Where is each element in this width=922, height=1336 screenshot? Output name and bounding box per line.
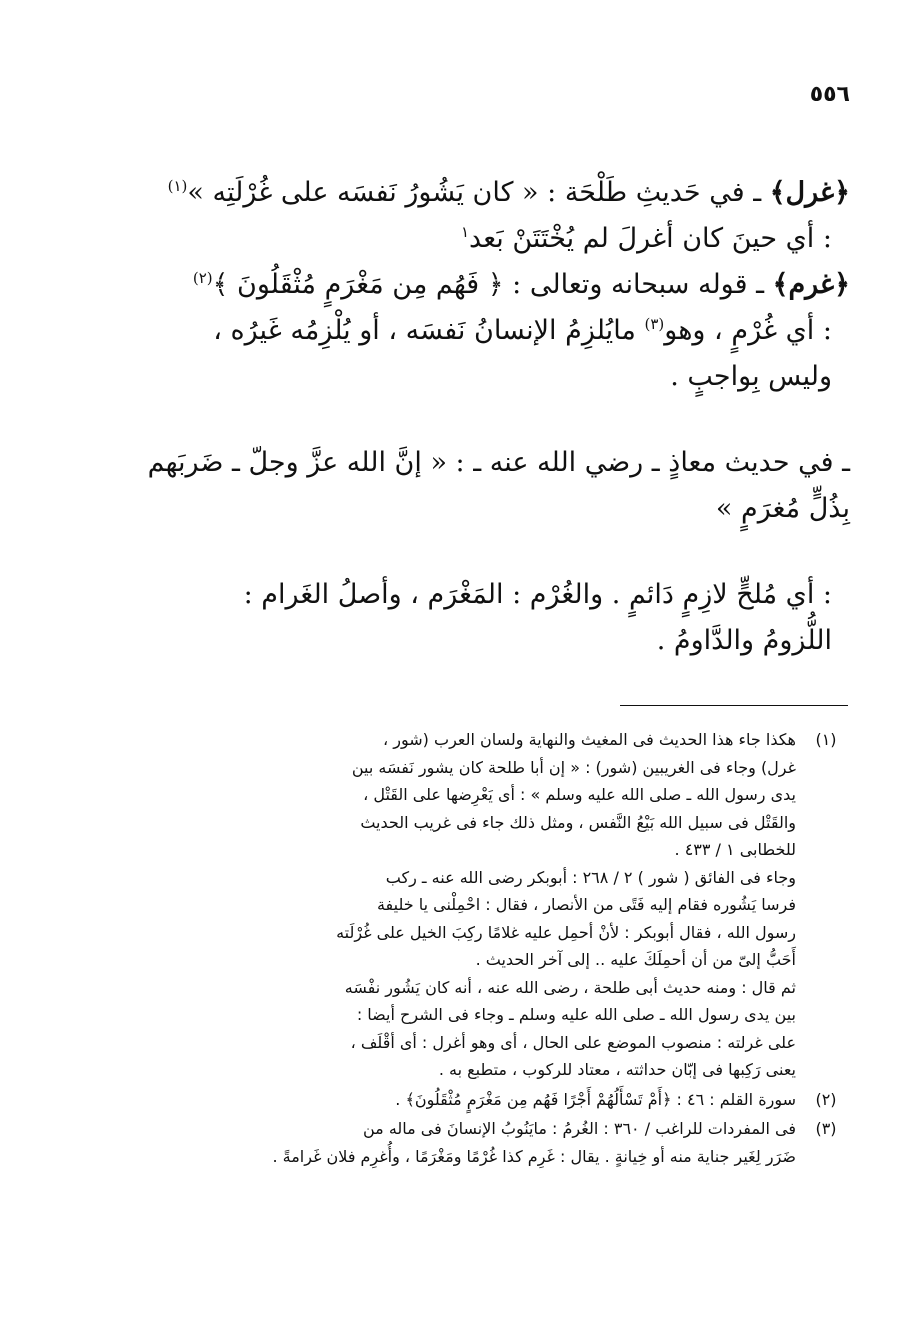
footnote-1-line: على غرلته : منصوب الموضع على الحال ، أى وهو أغرل : أى أقْلَف ،	[350, 1032, 796, 1052]
footnote-1-line: يعنى رَكِبها فى إبّان حداثته ، معتاد للركوب ، متطبع به .	[438, 1060, 796, 1079]
footnote-ref-2[interactable]: (٢)	[192, 269, 213, 287]
footnote-1-line: هكذا جاء هذا الحديث فى المغيث والنهاية ولسان العرب (شور ،	[383, 730, 796, 749]
headword-ghrm: ﴿غرم﴾	[772, 269, 850, 300]
footnote-2-line: سورة القلم : ٤٦ : ﴿أَمْ تَسْأَلُهُمْ أَجْرًا فَهُم مِن مَغْرَمٍ مُثْقَلُونَ﴾ .	[395, 1089, 796, 1109]
entry-ghrl-text-2: : أي حينَ كان أغرلَ لم يُخْتَتَنْ بَعد	[469, 223, 832, 254]
footnote-1-line: فرسا يَشُوره فقام إليه فَتًى من الأنصار ، فقال : احْمِلْنى يا خليفة	[376, 895, 796, 914]
entry-ghrl-text-1: ـ في حَديثِ طَلْحَة : « كان يَشُورُ نَفسَه على غُرْلَتِه »	[187, 177, 762, 208]
footnote-1-line: بين يدى رسول الله ـ صلى الله عليه وسلم ـ وجاء فى الشرح أيضا :	[356, 1005, 796, 1024]
inline-ref-1: ١	[460, 223, 470, 241]
footnote-3-line: ضَرَر لِغَير جناية منه أو خِيانةٍ . يقال : غَرِم كذا غُرْمًا ومَغْرَمًا ، وأُغرِم فلان غَرامةً .	[272, 1146, 796, 1166]
footnote-1-line: أَحَبُّ إلىّ من أن أحمِلَكَ عليه .. إلى آخر الحديث .	[475, 950, 796, 969]
footnote-2	[100, 1086, 848, 1114]
entry-ghrm-line-1	[80, 262, 850, 308]
footnote-number: (٢)	[815, 1089, 837, 1109]
explanation-line-1: : أي مُلحٍّ لازِمٍ دَائمٍ . والغُرْم : المَغْرَم ، وأصلُ الغَرام :	[243, 579, 832, 610]
footnotes	[100, 726, 848, 1172]
entry-ghrm-line-3	[80, 354, 850, 400]
footnote-ref-1[interactable]: (١)	[167, 177, 188, 195]
footnote-separator	[620, 705, 848, 706]
footnote-ref-3[interactable]: (٣)	[644, 315, 665, 333]
footnote-1-line: يدى رسول الله ـ صلى الله عليه وسلم » : أى يَعْرِضها على القَتْل ،	[363, 785, 796, 804]
explanation-line-2: اللُّزومُ والدَّاومُ .	[656, 625, 832, 656]
entry-ghrm-line-2	[80, 308, 850, 354]
entry-ghrm-text-2a: : أي غُرْمٍ ، وهو	[664, 315, 832, 346]
hadith-line-1: ـ في حديث معاذٍ ـ رضي الله عنه ـ : « إنَّ الله عزَّ وجلّ ـ ضَربَهم	[147, 447, 850, 478]
main-text	[80, 170, 850, 664]
page-number: ٥٥٦	[809, 82, 850, 107]
footnote-1-line: رسول الله ، فقال أبوبكر : لأنْ أحمِل عليه غلامًا ركِبَ الخيل على غُرْلَته	[336, 922, 796, 942]
entry-ghrl-line-2	[80, 216, 850, 262]
footnote-number: (١)	[815, 730, 837, 749]
footnote-1-line: ثم قال : ومنه حديث أبى طلحة ، رضى الله عنه ، أنه كان يَشُور نفْسَه	[344, 977, 796, 997]
entry-ghrm-text-2b: مايُلزِمُ الإنسانُ نَفسَه ، أو يُلْزِمُه غَيرُه ،	[213, 315, 645, 346]
footnote-1-line: غرل) وجاء فى الغريبين (شور) : « إن أبا طلحة كان يشور نَفسَه بين	[351, 757, 796, 777]
hadith-line-2: بِذُلٍّ مُغرَمٍ »	[715, 493, 850, 524]
entry-ghrl-line-1	[80, 170, 850, 216]
entry-ghrm-text-1: ـ قوله سبحانه وتعالى : ﴿ فَهُم مِن مَغْرَمٍ مُثْقَلُونَ ﴾	[212, 269, 765, 300]
footnote-1-line: والقَتْل فى سبيل الله بَيْعُ النَّفس ، ومثل ذلك جاء فى غريب الحديث	[360, 812, 796, 832]
footnote-1-line: وجاء فى الفائق ( شور ) ٢ / ٢٦٨ : أبوبكر رضى الله عنه ـ ركب	[385, 867, 796, 887]
entry-ghrm-text-3: وليس بِواجبٍ .	[670, 361, 832, 392]
footnote-3	[100, 1115, 848, 1170]
footnote-1	[100, 726, 848, 1084]
footnote-3-line: فى المفردات للراغب / ٣٦٠ : الغُرمُ : مايَنُوبُ الإنسانَ فى ماله من	[362, 1119, 796, 1138]
headword-ghrl: ﴿غرل﴾	[769, 177, 850, 208]
footnote-1-line: للخطابى ١ / ٤٣٣ .	[674, 840, 796, 859]
footnote-number: (٣)	[815, 1119, 837, 1138]
